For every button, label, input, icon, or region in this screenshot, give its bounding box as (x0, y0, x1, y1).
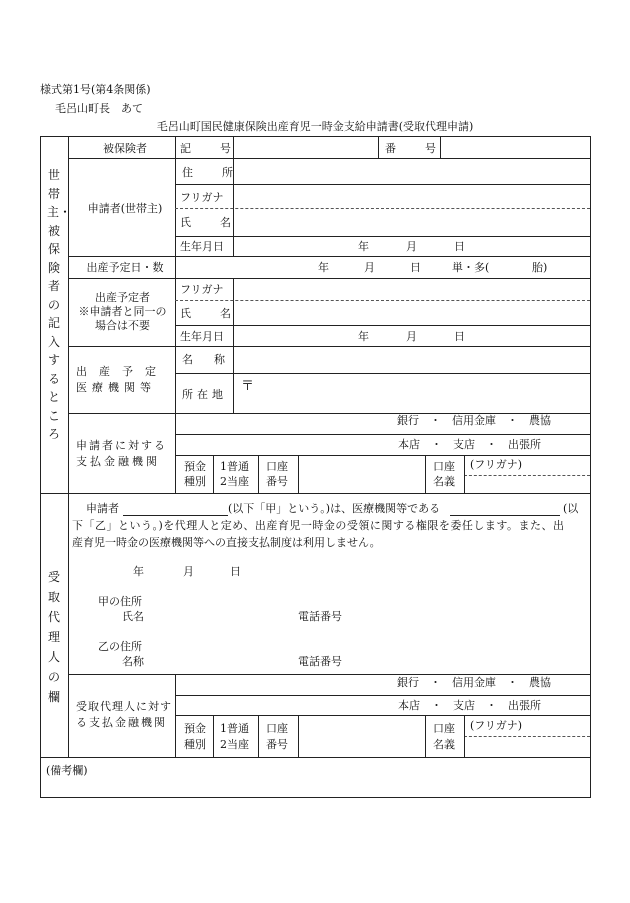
address-label: 住 所 (182, 166, 242, 179)
proxy-account-number-field[interactable] (299, 717, 424, 755)
institution-name-field[interactable] (234, 348, 588, 372)
holder-furigana-label: (フリガナ) (470, 458, 523, 471)
proxy-bank-branches: 本店 ・ 支店 ・ 出張所 (398, 699, 541, 712)
proxy-holder-furigana-label: (フリガナ) (470, 719, 523, 732)
expectant-name-field[interactable] (234, 302, 588, 324)
grid-line (213, 715, 214, 757)
grid-line (175, 715, 590, 716)
expectant-day-label: 日 (454, 330, 465, 343)
proxy-bank-label-1: 受取代理人に対す (76, 700, 172, 713)
account-label-1: 口座 (266, 460, 288, 473)
due-year-label: 年 (318, 261, 329, 274)
inst-name-label: 名 称 (182, 353, 230, 366)
grid-line (175, 455, 590, 456)
symbol-field[interactable] (234, 138, 377, 157)
proxy-holder-label-2: 名義 (433, 738, 455, 751)
kind-current: 2当座 (220, 475, 249, 488)
kou-phone-label: 電話番号 (298, 610, 342, 623)
birthdate-label: 生年月日 (180, 240, 224, 253)
institution-label-2: 医療機関等 (76, 381, 156, 394)
institution-label-1: 出産予定 (76, 365, 168, 378)
expectant-label-1: 出産予定者 (95, 291, 150, 304)
applicant-blank (123, 515, 228, 516)
grid-line (175, 373, 590, 374)
applicant-word: 申請者 (86, 502, 119, 515)
applicant-label: 申請者(世帯主) (87, 202, 163, 215)
grid-line (68, 346, 590, 347)
grid-line (68, 256, 590, 257)
otsu-name-label: 名称 (122, 655, 144, 668)
proxy-account-label-1: 口座 (266, 722, 288, 735)
consent-part1: (以下「甲」という。)は、医療機関等である (228, 502, 441, 515)
grid-line-dashed (464, 475, 590, 476)
name-label: 氏 名 (180, 216, 240, 229)
due-month-label: 月 (364, 261, 375, 274)
section2-side-label: 受取代理人の欄 (47, 570, 60, 704)
birth-month-label: 月 (406, 240, 417, 253)
due-day-label: 日 (410, 261, 421, 274)
birth-day-label: 日 (454, 240, 465, 253)
kind-ordinary: 1普通 (220, 460, 249, 473)
insured-label: 被保険者 (103, 142, 147, 155)
grid-line (175, 236, 590, 237)
grid-line (68, 278, 590, 279)
applicant-name-field[interactable] (234, 210, 588, 235)
expectant-label-3: 場合は不要 (95, 319, 150, 332)
due-date-label: 出産予定日・数 (86, 261, 164, 274)
grid-line (175, 184, 590, 185)
section-divider (40, 493, 590, 494)
proxy-bank-label-2: る支払金融機関 (76, 716, 167, 729)
expectant-furigana-field[interactable] (234, 280, 588, 299)
symbol-label: 記 号 (180, 142, 240, 155)
holder-label-1: 口座 (433, 460, 455, 473)
institution-blank (450, 515, 560, 516)
deposit-label-1: 預金 (184, 460, 206, 473)
inst-address-label: 所在地 (182, 388, 227, 401)
holder-label-2: 名義 (433, 475, 455, 488)
number-label: 番 号 (385, 142, 445, 155)
birth-year-label: 年 (358, 240, 369, 253)
consent-day-label: 日 (230, 565, 241, 578)
side-column-line (68, 136, 69, 757)
grid-line-dashed (175, 208, 590, 209)
grid-line-dashed (464, 736, 590, 737)
proxy-holder-label-1: 口座 (433, 722, 455, 735)
bank-label-2: 支払金融機関 (76, 455, 160, 468)
proxy-kind-ordinary: 1普通 (220, 722, 249, 735)
remarks-field[interactable] (41, 780, 588, 795)
account-holder-field[interactable] (465, 477, 588, 492)
name-label: 氏 名 (180, 307, 240, 320)
proxy-bank-types: 銀行 ・ 信用金庫 ・ 農協 (397, 676, 551, 689)
expectant-year-label: 年 (358, 330, 369, 343)
account-label-2: 番号 (266, 475, 288, 488)
proxy-kind-current: 2当座 (220, 738, 249, 751)
consent-month-label: 月 (183, 565, 194, 578)
grid-line (175, 695, 590, 696)
grid-line-dashed (175, 300, 590, 301)
grid-line (258, 715, 259, 757)
page-title: 毛呂山町国民健康保険出産育児一時金支給申請書(受取代理申請) (156, 120, 474, 133)
account-number-field[interactable] (299, 457, 424, 491)
otsu-address-label: 乙の住所 (98, 640, 142, 653)
remarks-label: (備考欄) (46, 764, 88, 777)
form-number: 様式第1号(第4条関係) (40, 83, 151, 96)
section1-side-label: 世帯主・被保険者の記入するところ (47, 168, 72, 441)
applicant-address-field[interactable] (234, 160, 588, 183)
fetus-unit-label: 胎) (532, 261, 548, 274)
grid-line (68, 158, 590, 159)
kou-address-label: 甲の住所 (98, 595, 142, 608)
grid-line (213, 455, 214, 493)
proxy-account-holder-field[interactable] (465, 738, 588, 756)
applicant-furigana-field[interactable] (234, 186, 588, 207)
grid-line (258, 455, 259, 493)
expectant-month-label: 月 (406, 330, 417, 343)
grid-line (175, 434, 590, 435)
proxy-account-label-2: 番号 (266, 738, 288, 751)
bank-branches: 本店 ・ 支店 ・ 出張所 (398, 438, 541, 451)
proxy-deposit-label-2: 種別 (184, 738, 206, 751)
kou-name-label: 氏名 (122, 610, 144, 623)
furigana-label: フリガナ (180, 191, 224, 204)
consent-line3: 産育児一時金の医療機関等への直接支払制度は利用しません。 (72, 536, 381, 549)
grid-line (425, 715, 426, 757)
postal-mark: 〒 (241, 379, 255, 394)
addressee: 毛呂山町長 あて (55, 102, 143, 115)
grid-line (175, 325, 590, 326)
deposit-label-2: 種別 (184, 475, 206, 488)
grid-line (425, 455, 426, 493)
bank-label-1: 申請者に対する (76, 439, 167, 452)
grid-line (378, 136, 379, 158)
grid-line (68, 674, 590, 675)
otsu-phone-label: 電話番号 (298, 655, 342, 668)
proxy-deposit-label-1: 預金 (184, 722, 206, 735)
consent-line2: 下「乙」という。)を代理人と定め、出産育児一時金の受領に関する権限を委任します。また、出 (72, 519, 565, 532)
bank-types: 銀行 ・ 信用金庫 ・ 農協 (397, 414, 551, 427)
consent-part2: (以 (563, 502, 579, 515)
number-field[interactable] (441, 138, 588, 157)
furigana-label: フリガナ (180, 283, 224, 296)
birthdate-label: 生年月日 (180, 330, 224, 343)
consent-year-label: 年 (133, 565, 144, 578)
single-multi-label: 単・多( (452, 261, 490, 274)
expectant-label-2: ※申請者と同一の (78, 305, 167, 318)
remarks-divider (40, 757, 590, 758)
